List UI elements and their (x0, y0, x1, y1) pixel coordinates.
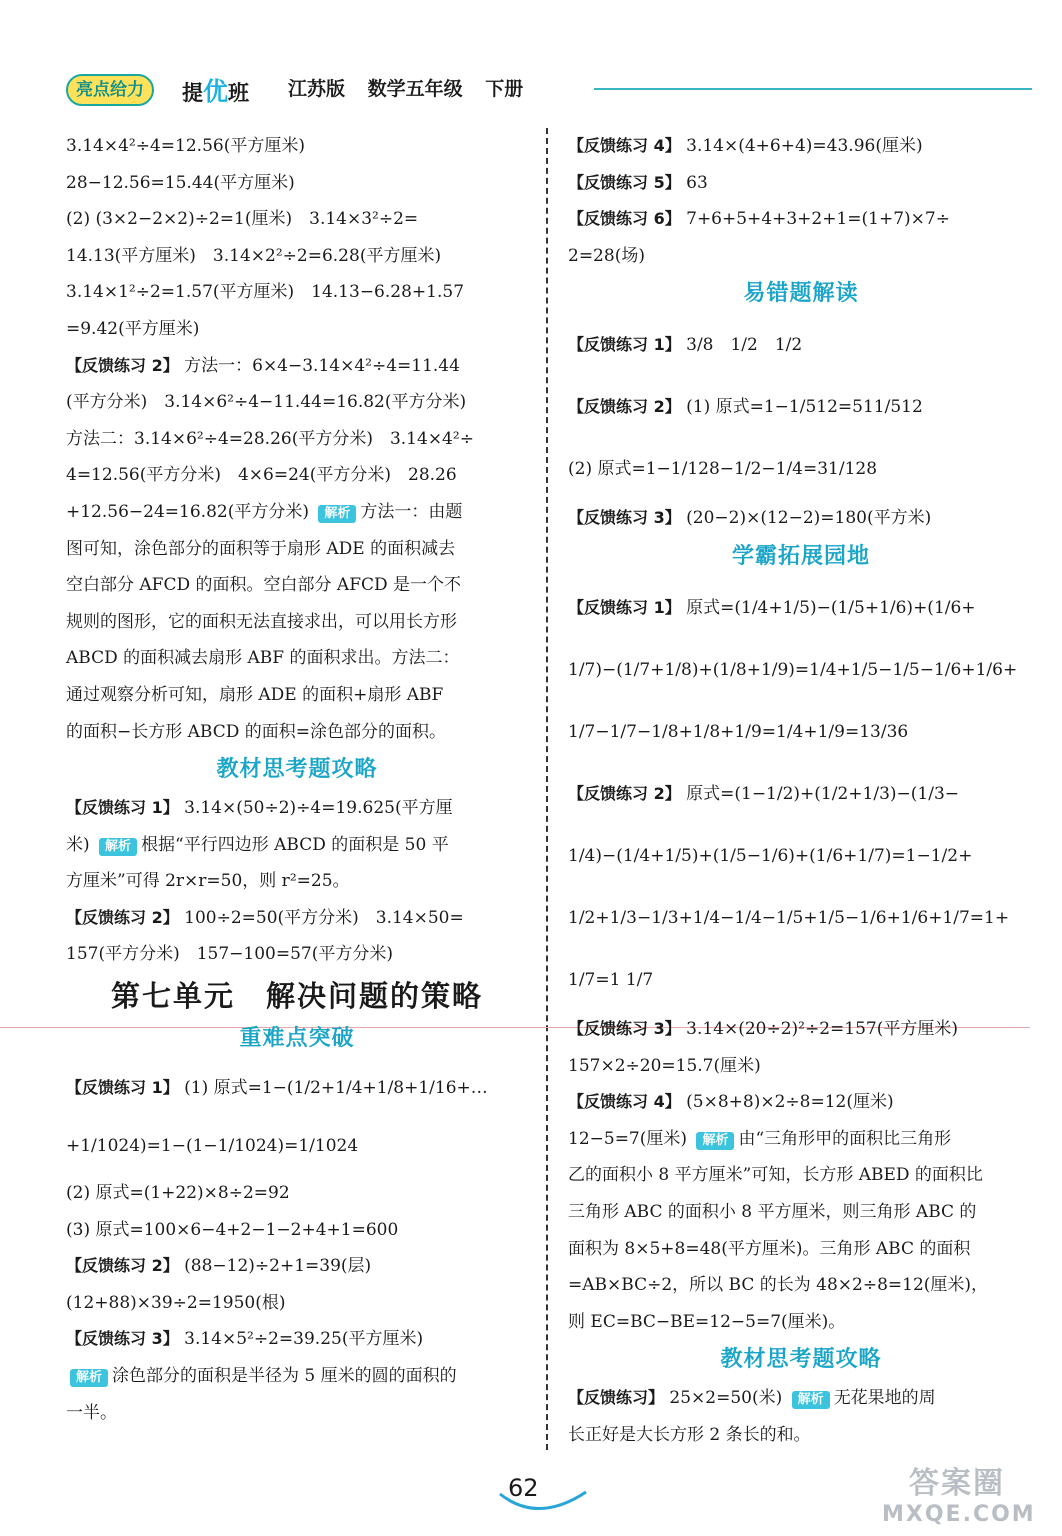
text-line: 157×2÷20=15.7(厘米) (568, 1055, 761, 1076)
text-line: 12−5=7(厘米) 解析 由“三角形甲的面积比三角形 (568, 1128, 952, 1149)
exercise-line: 【反馈练习 2】 方法一：6×4−3.14×4²÷4=11.44 (66, 355, 460, 376)
exercise-line: 【反馈练习 2】 原式=(1−1/2)+(1/2+1/3)−(1/3− (568, 783, 960, 804)
page-header (66, 66, 1032, 110)
exercise-tag: 【反馈练习 1】 (66, 1078, 179, 1098)
text-line: 157(平方分米) 157−100=57(平方分米) (66, 944, 393, 965)
exercise-line: 【反馈练习 1】 3.14×(50÷2)÷4=19.625(平方厘 (66, 798, 453, 819)
exercise-line: 【反馈练习 4】 3.14×(4+6+4)=43.96(厘米) (568, 136, 923, 156)
text-line: 三角形 ABC 的面积小 8 平方厘米，则三角形 ABC 的 (568, 1201, 977, 1222)
exercise-tag: 【反馈练习 3】 (568, 1018, 681, 1038)
formula-line: 1/2+1/3−1/3+1/4−1/4−1/5+1/5−1/6+1/6+1/7=1+ (568, 907, 1010, 928)
text-line: (平方分米) 3.14×6²÷4−11.44=16.82(平方分米) (66, 392, 467, 413)
unit-title: 第七单元 解决问题的策略 (110, 979, 483, 1014)
exercise-tag: 【反馈练习 4】 (568, 1092, 681, 1112)
exercise-line: 【反馈练习 3】 3.14×5²÷2=39.25(平方厘米) (66, 1329, 424, 1350)
text-line: 通过观察分析可知，扇形 ADE 的面积+扇形 ABF (66, 684, 444, 705)
exercise-tag: 【反馈练习 2】 (568, 397, 681, 417)
exercise-line: 【反馈练习 1】 (1) 原式=1−(1/2+1/4+1/8+1/16+… (66, 1078, 488, 1099)
exercise-line: 【反馈练习 6】 7+6+5+4+3+2+1=(1+7)×7÷ (568, 209, 950, 230)
exercise-line: 【反馈练习 1】 3/8 1/2 1/2 (568, 335, 803, 356)
text-line: 面积为 8×5+8=48(平方厘米)。三角形 ABC 的面积 (568, 1238, 971, 1259)
exercise-tag: 【反馈练习 6】 (568, 209, 681, 229)
exercise-tag: 【反馈练习 4】 (568, 136, 681, 155)
exercise-line: 【反馈练习 3】 (20−2)×(12−2)=180(平方米) (568, 508, 932, 529)
exercise-line: 【反馈练习 2】 100÷2=50(平方分米) 3.14×50= (66, 907, 464, 928)
text-line: 规则的图形，它的面积无法直接求出，可以用长方形 (66, 611, 457, 632)
text-line: 2=28(场) (568, 245, 645, 266)
analysis-badge: 解析 (99, 838, 137, 856)
exercise-tag: 【反馈练习 1】 (568, 335, 681, 355)
text-line: (12+88)×39÷2=1950(根) (66, 1292, 286, 1313)
section-title: 教材思考题攻略 (216, 757, 378, 783)
text-line: 3.14×4²÷4=12.56(平方厘米) (66, 136, 305, 156)
analysis-badge: 解析 (70, 1369, 108, 1387)
text-line: 图可知，涂色部分的面积等于扇形 ADE 的面积减去 (66, 538, 456, 559)
exercise-tag: 【反馈练习】 (568, 1388, 665, 1408)
formula-line: 1/7)−(1/7+1/8)+(1/8+1/9)=1/4+1/5−1/5−1/6+1/6+ (568, 659, 1018, 680)
column-divider (546, 128, 548, 1450)
exercise-tag: 【反馈练习 2】 (66, 355, 179, 375)
text-line: +12.56−24=16.82(平方分米) 解析 方法一：由题 (66, 501, 463, 522)
text-line: 方法二：3.14×6²÷4=28.26(平方分米) 3.14×4²÷ (66, 428, 474, 449)
left-column (66, 128, 528, 1431)
text-line: 方厘米”可得 2r×r=50，则 r²=25。 (66, 871, 350, 892)
brand-highlight: 优 (203, 77, 229, 106)
analysis-badge: 解析 (696, 1132, 734, 1150)
page-number: 62 (508, 1474, 539, 1502)
exercise-line: 【反馈练习 1】 原式=(1/4+1/5)−(1/5+1/6)+(1/6+ (568, 597, 976, 618)
header-rule (594, 88, 1032, 90)
exercise-tag: 【反馈练习 3】 (66, 1329, 179, 1349)
formula-line: 1/4)−(1/4+1/5)+(1/5−1/6)+(1/6+1/7)=1−1/2+ (568, 845, 973, 866)
text-line: (2) (3×2−2×2)÷2=1(厘米) 3.14×3²÷2= (66, 209, 419, 230)
text-line: 解析 涂色部分的面积是半径为 5 厘米的圆的面积的 (66, 1358, 528, 1395)
analysis-badge: 解析 (318, 505, 356, 523)
exercise-tag: 【反馈练习 2】 (568, 783, 681, 803)
exercise-tag: 【反馈练习 2】 (66, 907, 179, 927)
formula-line: +1/1024)=1−(1−1/1024)=1/1024 (66, 1136, 359, 1157)
formula-line: 1/7=1 1/7 (568, 969, 654, 990)
exercise-line: 【反馈练习 2】 (1) 原式=1−1/512=511/512 (568, 397, 923, 418)
text-line: =AB×BC÷2，所以 BC 的长为 48×2÷8=12(厘米)， (568, 1275, 989, 1296)
text-line: 则 EC=BC−BE=12−5=7(厘米)。 (568, 1311, 846, 1332)
text-line: 28−12.56=15.44(平方厘米) (66, 172, 295, 193)
text-line: 米) 解析 根据“平行四边形 ABCD 的面积是 50 平 (66, 834, 449, 855)
text-line: (3) 原式=100×6−4+2−1−2+4+1=600 (66, 1219, 399, 1240)
section-title: 重难点突破 (239, 1026, 355, 1052)
exercise-tag: 【反馈练习 1】 (66, 798, 179, 818)
text-line: 空白部分 AFCD 的面积。空白部分 AFCD 是一个不 (66, 575, 462, 596)
exercise-line: 【反馈练习 3】 3.14×(20÷2)²÷2=157(平方厘米) (568, 1018, 959, 1039)
section-title: 易错题解读 (743, 281, 859, 307)
text-line: 一半。 (66, 1402, 117, 1423)
exercise-tag: 【反馈练习 2】 (66, 1256, 179, 1276)
page-swoosh-icon (498, 1490, 588, 1514)
brand-name: 提优班 (182, 77, 250, 106)
exercise-tag: 【反馈练习 5】 (568, 172, 681, 192)
analysis-badge: 解析 (792, 1391, 830, 1409)
exercise-line: 【反馈练习】 25×2=50(米) 解析 无花果地的周 (568, 1388, 936, 1409)
right-column (568, 128, 1034, 1454)
brand-badge: 亮点给力 (66, 74, 154, 106)
text-line: =9.42(平方厘米) (66, 318, 200, 339)
exercise-tag: 【反馈练习 1】 (568, 597, 681, 617)
formula-line: 1/7−1/7−1/8+1/8+1/9=1/4+1/9=13/36 (568, 721, 909, 742)
exercise-line: 【反馈练习 4】 (5×8+8)×2÷8=12(厘米) (568, 1092, 894, 1113)
exercise-line: 【反馈练习 2】 (88−12)÷2+1=39(层) (66, 1256, 372, 1277)
text-line: ABCD 的面积减去扇形 ABF 的面积求出。方法二： (66, 648, 460, 669)
text-line: (2) 原式=(1+22)×8÷2=92 (66, 1183, 290, 1204)
section-title: 教材思考题攻略 (720, 1347, 882, 1373)
exercise-tag: 【反馈练习 3】 (568, 508, 681, 528)
watermark: 答案圈 MXQE.COM (882, 1466, 1036, 1527)
text-line: 的面积−长方形 ABCD 的面积=涂色部分的面积。 (66, 721, 447, 742)
text-line: 长正好是大长方形 2 条长的和。 (568, 1424, 811, 1445)
text-line: 14.13(平方厘米) 3.14×2²÷2=6.28(平方厘米) (66, 245, 442, 266)
book-info: 江苏版 数学五年级 下册 (288, 78, 524, 100)
formula-line: (2) 原式=1−1/128−1/2−1/4=31/128 (568, 459, 878, 480)
exercise-line: 【反馈练习 5】 63 (568, 172, 708, 193)
text-line: 4=12.56(平方分米) 4×6=24(平方分米) 28.26 (66, 465, 457, 486)
section-title: 学霸拓展园地 (731, 543, 870, 569)
text-line: 乙的面积小 8 平方厘米”可知，长方形 ABED 的面积比 (568, 1165, 983, 1186)
text-line: 3.14×1²÷2=1.57(平方厘米) 14.13−6.28+1.57 (66, 282, 465, 303)
